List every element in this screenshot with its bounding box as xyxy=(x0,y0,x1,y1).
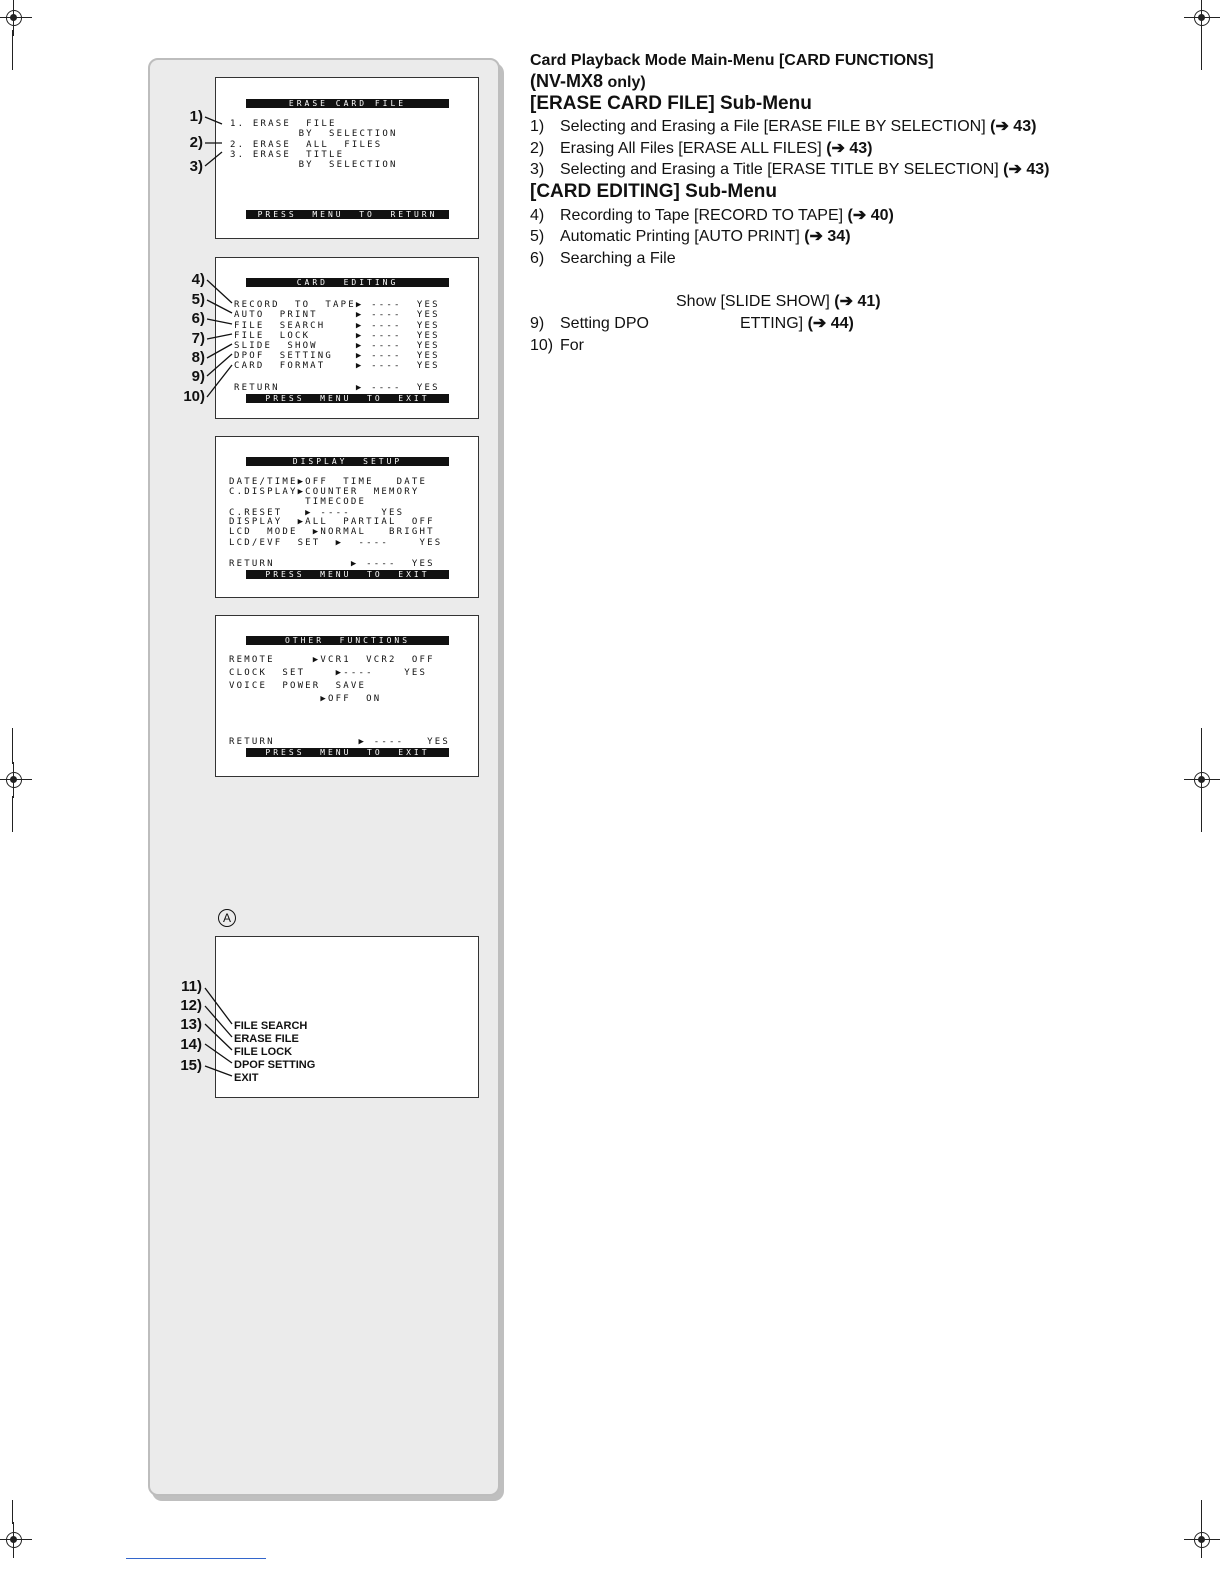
menu-line: FILE LOCK ▶ ---- YES xyxy=(234,331,440,341)
menu-line: 2. ERASE ALL FILES xyxy=(230,140,383,150)
callout-number: 14) xyxy=(180,1036,202,1053)
menu-line: C.RESET ▶ ---- YES xyxy=(229,508,405,518)
item-number: 3) xyxy=(530,161,545,178)
menu-line: LCD MODE ▶NORMAL BRIGHT xyxy=(229,527,435,537)
menu-line: RETURN ▶ ---- YES xyxy=(234,383,440,393)
model-note-suffix: only) xyxy=(603,74,646,91)
screen-title-bar: DISPLAY SETUP xyxy=(246,457,449,466)
menu-line: CARD FORMAT ▶ ---- YES xyxy=(234,361,440,371)
page-reference: (➔ 44) xyxy=(807,315,854,332)
page-reference: (➔ 34) xyxy=(804,228,851,245)
menu-line: RECORD TO TAPE▶ ---- YES xyxy=(234,300,440,310)
operation-label: FILE SEARCH xyxy=(234,1020,308,1032)
list-item-fragment xyxy=(740,314,854,334)
menu-line: VOICE POWER SAVE xyxy=(229,681,367,691)
item-number: 6) xyxy=(530,250,545,267)
model-note xyxy=(530,71,646,93)
callout-number: 15) xyxy=(180,1057,202,1074)
list-item-fragment xyxy=(530,336,584,356)
list-item-fragment xyxy=(676,292,881,312)
callout-number: 11) xyxy=(181,978,202,995)
operation-label: DPOF SETTING xyxy=(234,1059,316,1071)
item-text: Erasing All Files [ERASE ALL FILES] xyxy=(560,140,827,157)
item-number: 4) xyxy=(530,207,545,224)
item-text: For xyxy=(560,337,584,354)
screen-title-bar: CARD EDITING xyxy=(246,278,449,287)
screen-title-bar: ERASE CARD FILE xyxy=(246,99,449,108)
screen-title-bar: OTHER FUNCTIONS xyxy=(246,636,449,645)
list-item xyxy=(530,117,1036,137)
item-text: Show [SLIDE SHOW] xyxy=(676,293,835,310)
item-text: Setting DPO xyxy=(560,315,649,332)
footer-link-underline xyxy=(126,1558,266,1559)
callout-number: 4) xyxy=(191,271,205,288)
callout-number: 2) xyxy=(189,134,203,151)
menu-line: RETURN ▶ ---- YES xyxy=(229,737,450,747)
menu-line: TIMECODE xyxy=(229,497,367,507)
item-number: 10) xyxy=(530,337,554,354)
list-item xyxy=(530,139,873,159)
list-item xyxy=(530,227,851,247)
item-number: 9) xyxy=(530,315,545,332)
page-reference: (➔ 40) xyxy=(847,207,894,224)
callout-number: 3) xyxy=(189,158,203,175)
card-editing-submenu-heading: [CARD EDITING] Sub-Menu xyxy=(530,181,777,202)
menu-line: SLIDE SHOW ▶ ---- YES xyxy=(234,341,440,351)
list-item xyxy=(530,206,894,226)
item-number: 2) xyxy=(530,140,545,157)
item-text: Automatic Printing [AUTO PRINT] xyxy=(560,228,805,245)
menu-line: ▶OFF ON xyxy=(229,694,382,704)
callout-number: 5) xyxy=(191,291,205,308)
menu-line: C.DISPLAY▶COUNTER MEMORY xyxy=(229,487,420,497)
operation-label: EXIT xyxy=(234,1072,259,1084)
page-reference: (➔ 43) xyxy=(1003,161,1050,178)
menu-line: REMOTE ▶VCR1 VCR2 OFF xyxy=(229,655,435,665)
screen-footer-bar: PRESS MENU TO EXIT xyxy=(246,570,449,579)
item-text: Recording to Tape [RECORD TO TAPE] xyxy=(560,207,848,224)
callout-number: 13) xyxy=(180,1016,202,1033)
callout-number: 9) xyxy=(191,368,205,385)
callout-number: 6) xyxy=(191,310,205,327)
main-menu-heading: Card Playback Mode Main-Menu [CARD FUNCTIONS] xyxy=(530,52,934,69)
item-number: 5) xyxy=(530,228,545,245)
list-item xyxy=(530,249,676,269)
screen-footer-bar: PRESS MENU TO EXIT xyxy=(246,394,449,403)
screen-footer-bar: PRESS MENU TO EXIT xyxy=(246,748,449,757)
menu-line: DISPLAY ▶ALL PARTIAL OFF xyxy=(229,517,435,527)
figure-label-a: A xyxy=(218,909,236,927)
screen-footer-bar: PRESS MENU TO RETURN xyxy=(246,210,449,219)
item-text: Searching a File xyxy=(560,250,676,267)
menu-line: CLOCK SET ▶---- YES xyxy=(229,668,428,678)
model-name: (NV-MX8 xyxy=(530,71,604,91)
erase-submenu-heading: [ERASE CARD FILE] Sub-Menu xyxy=(530,93,812,114)
page-reference: (➔ 43) xyxy=(826,140,873,157)
operation-label: ERASE FILE xyxy=(234,1033,299,1045)
callout-number: 1) xyxy=(189,108,203,125)
item-number: 1) xyxy=(530,118,545,135)
menu-line: LCD∕EVF SET ▶ ---- YES xyxy=(229,538,443,548)
menu-line: 3. ERASE TITLE xyxy=(230,150,345,160)
menu-line: DPOF SETTING ▶ ---- YES xyxy=(234,351,440,361)
callout-number: 10) xyxy=(183,388,205,405)
menu-line: AUTO PRINT ▶ ---- YES xyxy=(234,310,440,320)
menu-line: FILE SEARCH ▶ ---- YES xyxy=(234,321,440,331)
item-text: ETTING] xyxy=(740,315,808,332)
list-item xyxy=(530,160,1049,180)
menu-line: DATE∕TIME▶OFF TIME DATE xyxy=(229,477,428,487)
callout-number: 8) xyxy=(191,349,205,366)
callout-number: 7) xyxy=(191,330,205,347)
list-item-fragment xyxy=(530,314,649,334)
menu-line: BY SELECTION xyxy=(230,129,398,139)
item-text: Selecting and Erasing a File [ERASE FILE BY SELECTION] xyxy=(560,118,991,135)
page-reference: (➔ 41) xyxy=(834,293,881,310)
menu-line: 1. ERASE FILE xyxy=(230,119,337,129)
callout-number: 12) xyxy=(180,997,202,1014)
menu-line: BY SELECTION xyxy=(230,160,398,170)
item-text: Selecting and Erasing a Title [ERASE TITLE BY SELECTION] xyxy=(560,161,1004,178)
page-reference: (➔ 43) xyxy=(990,118,1037,135)
menu-line: RETURN ▶ ---- YES xyxy=(229,559,435,569)
operation-label: FILE LOCK xyxy=(234,1046,293,1058)
